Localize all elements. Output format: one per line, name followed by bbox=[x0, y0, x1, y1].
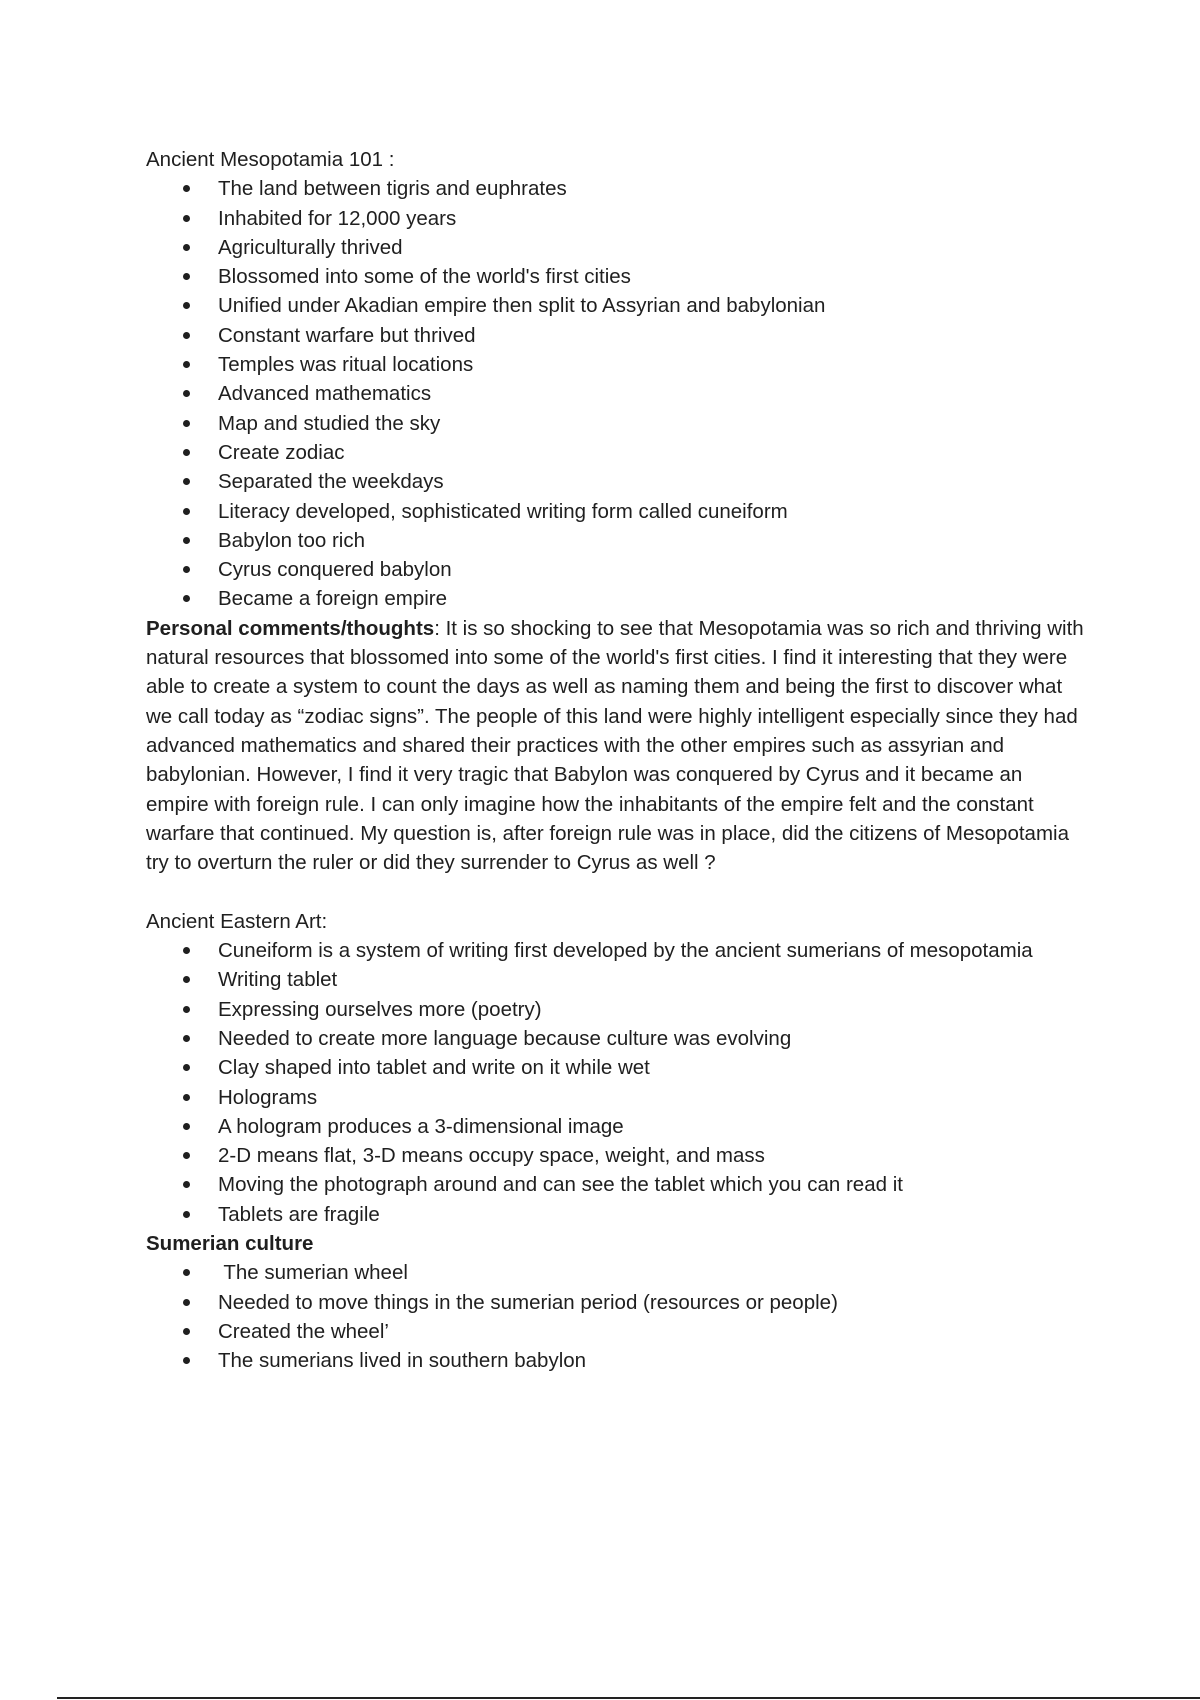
list-item: Created the wheel’ bbox=[146, 1317, 1086, 1346]
bullet-icon bbox=[183, 273, 190, 280]
list-item: The sumerian wheel bbox=[146, 1258, 1086, 1287]
document-page bbox=[146, 145, 1086, 1375]
list-item: The land between tigris and euphrates bbox=[146, 174, 1086, 203]
list-item: A hologram produces a 3-dimensional image bbox=[146, 1112, 1086, 1141]
page-bottom-divider bbox=[57, 1697, 1200, 1699]
bullet-icon bbox=[183, 1299, 190, 1306]
section-heading-mesopotamia: Ancient Mesopotamia 101 : bbox=[146, 148, 395, 171]
list-item: Constant warfare but thrived bbox=[146, 321, 1086, 350]
personal-comments-text: : It is so shocking to see that Mesopotamia was so rich and thriving with natural resources that blossomed into some of the world's first cities. I find it interesting that they were able to create a system to count the days as well as naming them and being the first to discover what we call today as “zodiac signs”. The people of this land were highly intelligent especially since they had advanced mathematics and shared their practices with the other empires such as assyrian and babylonian. However, I find it very tragic that Babylon was conquered by Cyrus and it became an empire with foreign rule. I can only imagine how the inhabitants of the empire felt and the constant warfare that continued. My question is, after foreign rule was in place, did the citizens of Mesopotamia try to overturn the ruler or did they surrender to Cyrus as well ? bbox=[146, 616, 1084, 875]
list-item: Map and studied the sky bbox=[146, 409, 1086, 438]
bullet-icon bbox=[183, 1269, 190, 1276]
personal-comments-label: Personal comments/thoughts bbox=[146, 616, 435, 640]
list-item: Temples was ritual locations bbox=[146, 350, 1086, 379]
eastern-art-bullet-list bbox=[146, 936, 1086, 1229]
bullet-icon bbox=[183, 449, 190, 456]
bullet-icon bbox=[183, 976, 190, 983]
bullet-icon bbox=[183, 332, 190, 339]
list-item: Clay shaped into tablet and write on it while wet bbox=[146, 1053, 1086, 1082]
section-heading-sumerian-culture: Sumerian culture bbox=[146, 1231, 314, 1255]
bullet-icon bbox=[183, 1181, 190, 1188]
blank-line bbox=[146, 877, 1086, 906]
list-item: Literacy developed, sophisticated writing form called cuneiform bbox=[146, 497, 1086, 526]
list-item: Agriculturally thrived bbox=[146, 233, 1086, 262]
list-item: 2-D means flat, 3-D means occupy space, weight, and mass bbox=[146, 1141, 1086, 1170]
bullet-icon bbox=[183, 537, 190, 544]
list-item: Unified under Akadian empire then split to Assyrian and babylonian bbox=[146, 291, 1086, 320]
bullet-icon bbox=[183, 185, 190, 192]
bullet-icon bbox=[183, 1035, 190, 1042]
bullet-icon bbox=[183, 508, 190, 515]
bullet-icon bbox=[183, 1328, 190, 1335]
bullet-icon bbox=[183, 215, 190, 222]
list-item: Became a foreign empire bbox=[146, 584, 1086, 613]
personal-comments-paragraph bbox=[146, 614, 1086, 878]
bullet-icon bbox=[183, 1064, 190, 1071]
list-item: Separated the weekdays bbox=[146, 467, 1086, 496]
list-item: Writing tablet bbox=[146, 965, 1086, 994]
sumerian-culture-bullet-list bbox=[146, 1258, 1086, 1375]
list-item: Moving the photograph around and can see the tablet which you can read it bbox=[146, 1170, 1086, 1199]
list-item: Create zodiac bbox=[146, 438, 1086, 467]
list-item: Cyrus conquered babylon bbox=[146, 555, 1086, 584]
bullet-icon bbox=[183, 1094, 190, 1101]
bullet-icon bbox=[183, 947, 190, 954]
list-item: Babylon too rich bbox=[146, 526, 1086, 555]
list-item: Needed to create more language because culture was evolving bbox=[146, 1024, 1086, 1053]
bullet-icon bbox=[183, 420, 190, 427]
list-item: Cuneiform is a system of writing first developed by the ancient sumerians of mesopotamia bbox=[146, 936, 1086, 965]
list-item: Advanced mathematics bbox=[146, 379, 1086, 408]
section-heading-eastern-art: Ancient Eastern Art: bbox=[146, 909, 328, 933]
mesopotamia-bullet-list bbox=[146, 174, 1086, 613]
bullet-icon bbox=[183, 1123, 190, 1130]
bullet-icon bbox=[183, 1006, 190, 1013]
bullet-icon bbox=[183, 478, 190, 485]
bullet-icon bbox=[183, 1152, 190, 1159]
list-item: Expressing ourselves more (poetry) bbox=[146, 995, 1086, 1024]
bullet-icon bbox=[183, 244, 190, 251]
list-item: The sumerians lived in southern babylon bbox=[146, 1346, 1086, 1375]
bullet-icon bbox=[183, 361, 190, 368]
bullet-icon bbox=[183, 390, 190, 397]
bullet-icon bbox=[183, 595, 190, 602]
bullet-icon bbox=[183, 1211, 190, 1218]
bullet-icon bbox=[183, 1357, 190, 1364]
bullet-icon bbox=[183, 566, 190, 573]
list-item: Needed to move things in the sumerian period (resources or people) bbox=[146, 1288, 1086, 1317]
bullet-icon bbox=[183, 302, 190, 309]
list-item: Holograms bbox=[146, 1083, 1086, 1112]
list-item: Inhabited for 12,000 years bbox=[146, 204, 1086, 233]
list-item: Blossomed into some of the world's first cities bbox=[146, 262, 1086, 291]
list-item: Tablets are fragile bbox=[146, 1200, 1086, 1229]
